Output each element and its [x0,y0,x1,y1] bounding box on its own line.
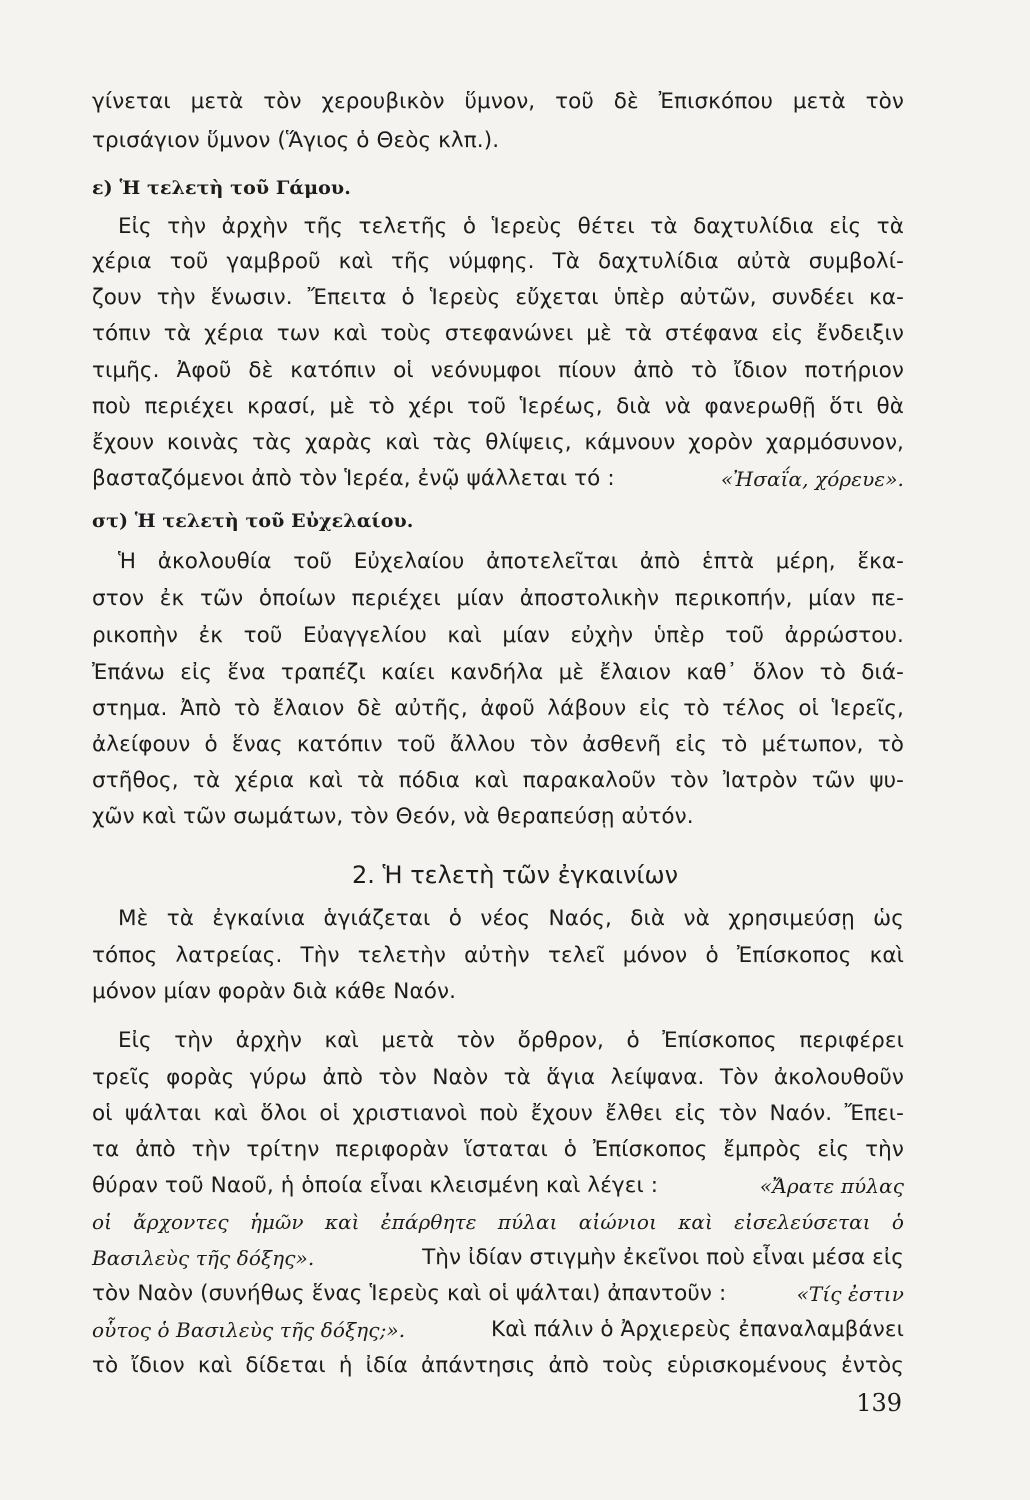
text-line: στημα. Ἀπὸ τὸ ἔλαιον δὲ αὐτῆς, ἀφοῦ λάβουν εἰς τὸ τέλος οἱ Ἱερεῖς, [92,696,904,721]
italic-quote: «Ἠσαΐα, χόρευε». [720,467,904,491]
text-run: Τὴν ἰδίαν στιγμὴν ἐκεῖνοι ποὺ εἶναι μέσα εἰς [422,1245,904,1270]
text-line: ποὺ περιέχει κρασί, μὲ τὸ χέρι τοῦ Ἱερέως, διὰ νὰ φανερωθῇ ὅτι θὰ [92,394,904,419]
text-line [92,1170,904,1202]
text-line: τὸ ἴδιον καὶ δίδεται ἡ ἰδία ἀπάντησις ἀπὸ τοὺς εὑρισκομένους ἐντὸς [92,1353,904,1378]
text-line: τα ἀπὸ τὴν τρίτην περιφορὰν ἵσταται ὁ Ἐπίσκοπος ἔμπρὸς εἰς τὴν [92,1137,904,1162]
text-run: τὸν Ναὸν (συνήθως ἕνας Ἱερεὺς καὶ οἱ ψάλται) ἀπαντοῦν : [92,1281,727,1306]
text-line: χέρια τοῦ γαμβροῦ καὶ τῆς νύμφης. Τὰ δαχτυλίδια αὐτὰ συμβολί- [92,249,904,274]
text-run: θύραν τοῦ Ναοῦ, ἡ ὁποία εἶναι κλεισμένη καὶ λέγει : [92,1173,659,1198]
italic-quote: οὗτος ὁ Βασιλεὺς τῆς δόξης;». [92,1318,406,1342]
text-line: τόπος λατρείας. Τὴν τελετὴν αὐτὴν τελεῖ μόνον ὁ Ἐπίσκοπος καὶ [92,943,904,968]
text-line: Εἰς τὴν ἀρχὴν τῆς τελετῆς ὁ Ἱερεὺς θέτει τὰ δαχτυλίδια εἰς τὰ [118,214,904,239]
text-line [92,1278,904,1310]
italic-quote-line: οἱ ἄρχοντες ἡμῶν καὶ ἐπάρθητε πύλαι αἰώνιοι καὶ εἰσελεύσεται ὁ [92,1210,904,1234]
chapter-heading: 2. Ἡ τελετὴ τῶν ἐγκαινίων [352,861,678,889]
text-line [92,1314,904,1347]
text-line: ἔχουν κοινὰς τὰς χαρὰς καὶ τὰς θλίψεις, κάμνουν χορὸν χαρμόσυνον, [92,430,904,455]
text-line: Ἐπάνω εἰς ἕνα τραπέζι καίει κανδήλα μὲ ἔλαιον καθ᾽ ὅλον τὸ διά- [92,660,904,685]
italic-quote: «Τίς ἐστιν [796,1282,904,1306]
text-line: Μὲ τὰ ἐγκαίνια ἁγιάζεται ὁ νέος Ναός, διὰ νὰ χρησιμεύσῃ ὡς [118,906,904,931]
text-line: στῆθος, τὰ χέρια καὶ τὰ πόδια καὶ παρακαλοῦν τὸν Ἰατρὸν τῶν ψυ- [92,768,904,793]
text-line: Εἰς τὴν ἀρχὴν καὶ μετὰ τὸν ὄρθρον, ὁ Ἐπίσκοπος περιφέρει [118,1028,904,1053]
text-line: οἱ ψάλται καὶ ὅλοι οἱ χριστιανοὶ ποὺ ἔχουν ἔλθει εἰς τὸν Ναόν. Ἔπει- [92,1101,904,1126]
text-line: Ἡ ἀκολουθία τοῦ Εὐχελαίου ἀποτελεῖται ἀπὸ ἑπτὰ μέρη, ἕκα- [118,549,904,574]
text-line [92,463,904,495]
text-line: ἀλείφουν ὁ ἕνας κατόπιν τοῦ ἄλλου τὸν ἀσθενῆ εἰς τὸ μέτωπον, τὸ [92,732,904,757]
text-line: τρεῖς φορὰς γύρω ἀπὸ τὸν Ναὸν τὰ ἅγια λείψανα. Τὸν ἀκολουθοῦν [92,1065,904,1090]
text-line: ζουν τὴν ἕνωσιν. Ἔπειτα ὁ Ἱερεὺς εὔχεται ὑπὲρ αὐτῶν, συνδέει κα- [92,285,904,310]
text-run: Καὶ πάλιν ὁ Ἀρχιερεὺς ἐπαναλαμβάνει [491,1317,904,1342]
text-line [92,1242,904,1275]
text-line: τιμῆς. Ἀφοῦ δὲ κατόπιν οἱ νεόνυμφοι πίουν ἀπὸ τὸ ἴδιον ποτήριον [92,358,904,383]
text-line: στον ἐκ τῶν ὁποίων περιέχει μίαν ἀποστολικὴν περικοπήν, μίαν πε- [92,586,904,611]
text-line: χῶν καὶ τῶν σωμάτων, τὸν Θεόν, νὰ θεραπεύσῃ αὐτόν. [92,804,694,829]
text-line: ρικοπὴν ἐκ τοῦ Εὐαγγελίου καὶ μίαν εὐχὴν ὑπὲρ τοῦ ἀρρώστου. [92,623,904,648]
italic-quote: «Ἄρατε πύλας [759,1174,904,1198]
text-line: μόνον μίαν φορὰν διὰ κάθε Ναόν. [92,979,457,1004]
section-heading-wedding: ε) Ἡ τελετὴ τοῦ Γάμου. [92,177,351,199]
page-number: 139 [856,1389,902,1417]
text-line: τόπιν τὰ χέρια των καὶ τοὺς στεφανώνει μὲ τὰ στέφανα εἰς ἔνδειξιν [92,321,904,346]
italic-quote: Βασιλεὺς τῆς δόξης». [92,1246,315,1270]
text-line: τρισάγιον ὕμνον (Ἅγιος ὁ Θεὸς κλπ.). [92,128,500,153]
text-run: βασταζόμενοι ἀπὸ τὸν Ἱερέα, ἐνῷ ψάλλεται τό : [92,466,615,491]
section-heading-unction: στ) Ἡ τελετὴ τοῦ Εὐχελαίου. [92,510,414,532]
text-line: γίνεται μετὰ τὸν χερουβικὸν ὕμνον, τοῦ δὲ Ἐπισκόπου μετὰ τὸν [92,89,904,114]
